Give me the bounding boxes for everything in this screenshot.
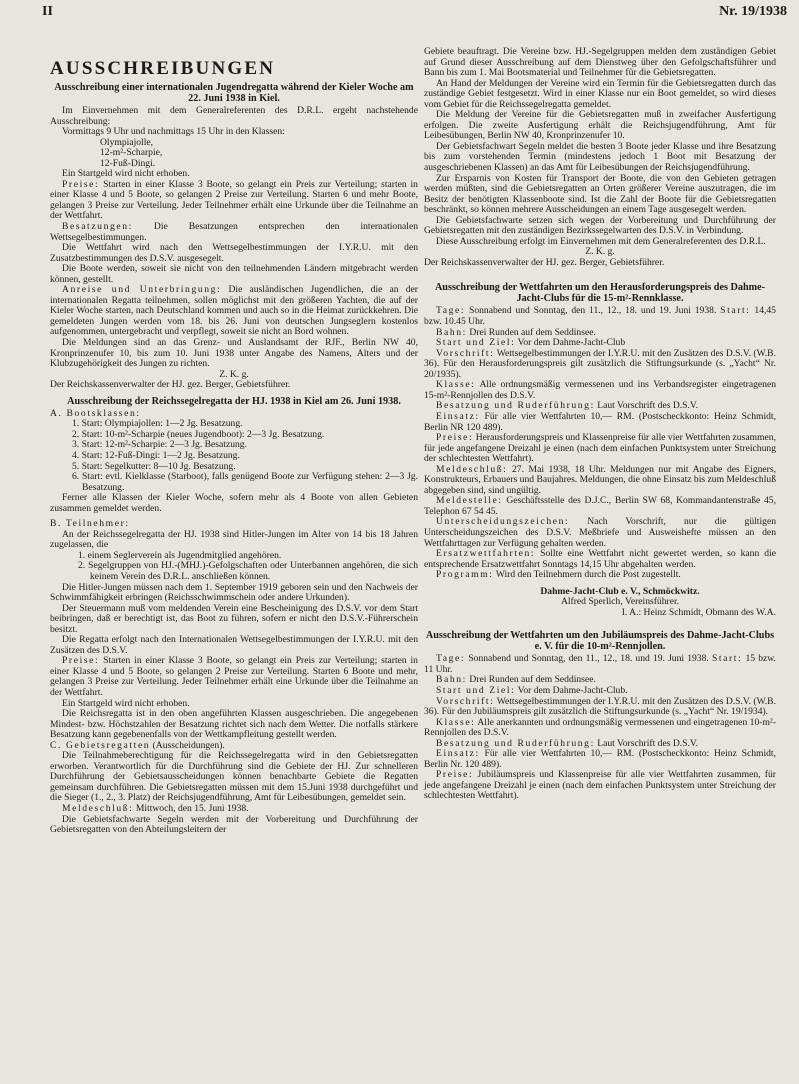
label: Bahn: [436,674,467,686]
paragraph: Vormittags 9 Uhr und nachmittags 15 Uhr in den Klassen: [62,126,285,138]
paragraph-preise [50,180,418,222]
entry-unterscheidungszeichen [424,517,776,549]
label: Tage: [436,305,466,317]
label: Programm: [436,569,494,581]
list-item: 5. Start: Segelkutter: 8—10 Jg. Besatzung. [72,460,236,472]
paragraph: Der Gebietsfachwart Segeln meldet die besten 3 Boote jeder Klasse und ihre Besatzung bis zum vorstehenden Termin (mindestens jedoch 1 Boot mit Besatzung der ausgeschriebenen Klassen) an das Amt für Leibesübungen der Reichsjugendführung. [424,140,776,174]
label: Klasse: [436,379,476,391]
list-item: 4. Start: 12-Fuß-Dingi: 1—2 Jg. Besatzung. [72,449,240,461]
zkg-line: Z. K. g. [219,368,249,380]
entry-vorschrift [424,349,776,381]
entry-meldeschluss [424,465,776,497]
left-column [50,58,418,836]
signature-line: Der Reichskassenverwalter der HJ. gez. Berger, Gebietsführer. [424,256,665,268]
label: Bahn: [436,326,467,338]
text: Die ausländischen Jugendlichen, die an der internationalen Regatta teilnehmen, sollen möglichst mit den größeren Yachten, die auf der Kieler Woche starten, nach Deutschland kommen und auch so in die Heimat zurückkehren. Die gemeldeten Jungen werden vom 18. bis 26. Juni von deutschen Jungseglern kostenlos aufgenommen, untergebracht und verpflegt, soweit sie nicht an Bord wohnen. [50,284,419,338]
entry-ersatzwettfahrten [424,549,776,570]
entry-tage [424,654,776,675]
label: C. Gebietsregatten [50,739,151,751]
paragraph: Die Meldung der Vereine für die Gebietsregatten muß in zweifacher Ausfertigung erfolgen. Die zweite Ausfertigung erhält die Reichsjugendführung, Amt für Leibesübungen, Berlin NW 40, Kronprinzenufer 10. [424,109,776,142]
entry-preise [424,770,776,802]
label: Vorschrift: [436,347,495,359]
entry-tage [424,306,776,327]
label: Einsatz: [436,410,480,422]
section-heading-herausforderungspreis: Ausschreibung der Wettfahrten um den Herausforderungspreis des Dahme-Jacht-Clubs für die 15-m²-Rennklasse. [434,282,766,305]
text: Vor dem Dahme-Jacht-Club [517,337,626,349]
text: Vor dem Dahme-Jacht-Club. [517,684,628,696]
paragraph: Im Einvernehmen mit dem Generalreferenten des D.R.L. ergeht nachstehende Ausschreibung: [50,105,418,127]
text: Sonnabend und Sonntag, den 11., 12., 18. und 19. Juni 1938. [469,305,717,317]
label: Unterscheidungszeichen: [436,516,570,528]
list-item: 2. Segelgruppen von HJ.-(MHJ.)-Gefolgschaften oder Unterbannen angehören, die sich keinem Verein des D.R.L. anschließen können. [78,560,418,582]
paragraph-preise [50,656,418,698]
text: 27. Mai 1938, 18 Uhr. Meldungen nur mit Angabe des Eigners, Konstrukteurs, Erbauers und Baujahres. Meldungen, die ohne Einsatz bis zum Meldeschluß abgegeben sind, sind ungültig. [424,463,776,496]
subsection-label-b: B. Teilnehmer: [50,518,130,530]
text: (Ausscheidungen). [152,739,225,751]
text: Wettsegelbestimmungen der I.Y.R.U. mit den Zusätzen des D.S.V. (W.B. 36). Für den Herausforderungspreis gilt zusätzlich die Stiftungsurkunde (s. „Yacht“ Nr. 20/1935). [424,347,776,380]
paragraph: Die Meldungen sind an das Grenz- und Auslandsamt der RJF., Berlin NW 40, Kronprinzenufer 10, bis zum 10. Juni 1938 unter Angabe des Namens, Alters und der Klubzugehörigkeit des Jungen zu richten. [50,337,418,370]
class-line: 12-m²-Scharpie, [100,147,163,159]
start-list [50,419,418,493]
text: Drei Runden auf dem Seddinsee. [469,674,596,686]
entry-preise [424,433,776,465]
paragraph: Gebiete beauftragt. Die Vereine bzw. HJ.-Segelgruppen melden dem zuständigen Gebiet auf Grund dieser Ausschreibung auf dem Dienstweg über den Gefolgschaftsführer und Bann bis zum 1. Mai Bootsmaterial und Teilnehmer für die Gebietsregatten. [424,46,776,79]
label: Besatzung und Ruderführung: [436,737,595,749]
list-item: 1. einem Seglerverein als Jugendmitglied angehören. [78,549,282,561]
paragraph: Die Gebietsfachwarte setzen sich wegen der Vorbereitung und Durchführung der Gebietsregatten mit den zuständigen Bezirkssegelwarten des D.S.V. in Verbindung. [424,214,776,237]
label: Besatzungen: [62,221,133,233]
label: Preise: [436,769,474,781]
list-item: 2. Start: 10-m²-Scharpie (neues Jugendboot): 2—3 Jg. Besatzung. [72,428,325,440]
label: Start und Ziel: [436,684,516,696]
text: Geschäftsstelle des D.J.C., Berlin SW 68, Kommandantenstraße 45, Telephon 67 54 45. [424,495,776,517]
club-signature: I. A.: Heinz Schmidt, Obmann des W.A. [621,606,776,618]
club-signature: Alfred Sperlich, Vereinsführer. [560,596,680,608]
text: Jubiläumspreis und Klassenpreise für alle vier Wettfahrten zusammen, für jede angefangene Dreizahl je einen (nach dem einfachen Punktsystem unter Streichung der schlechtesten Wettfahrt). [424,769,776,802]
text: Sonnabend und Sonntag, den 11., 12., 18. und 19. Juni 1938. [468,653,709,665]
label: Preise: [62,178,100,190]
paragraph: Die Hitler-Jungen müssen nach dem 1. September 1919 geboren sein und den Nachweis der Schwimmfähigkeit erbringen (Reichsschwimmschein oder andere Urkunden). [50,581,418,604]
label: Preise: [436,432,474,444]
label: Preise: [62,655,100,667]
text: Laut Vorschrift des D.S.V. [597,737,698,749]
label: Ersatzwettfahrten: [436,548,536,560]
issue-number: Nr. 19/1938 [719,4,787,19]
text: Laut Vorschrift des D.S.V. [597,400,698,412]
text: Wird den Teilnehmern durch die Post zugestellt. [495,569,681,581]
text: Für alle vier Wettfahrten 10,— RM. (Postscheckkonto: Heinz Schmidt, Berlin Nr. 120 489). [424,748,776,770]
text: 14,45 bzw. 10.45 Uhr. [424,305,776,328]
paragraph: Zur Ersparnis von Kosten für Transport der Boote, die von den Gebieten getragen werden müßten, sind die Gebietsregatten an Orten größerer Vereine auszutragen, die im Besitz der benötigten Klassenboote sind. Ist die Zahl der Boote für die Gebietsregatten beschränkt, so können mehrere Ausscheidungen an einem Tage ausgesegelt werden. [424,172,776,216]
text: 15 bzw. 11 Uhr. [424,653,776,675]
class-line: 12-Fuß-Dingi. [100,157,156,169]
label: Anreise und Unterbringung: [62,284,222,296]
paragraph-besatzungen [50,222,418,243]
text: Alle anerkannten und ordnungsmäßig vermessenen und eingetragenen 10-m²-Rennjollen des D.S.V. [424,716,777,739]
paragraph: Der Steuermann muß vom meldenden Verein eine Bescheinigung des D.S.V. vor dem Start beibringen, daß er berechtigt ist, das Boot zu führen, sofern er nicht den D.S.V.-Führerschein besitzt. [50,602,418,635]
entry-vorschrift [424,697,776,718]
main-title: AUSSCHREIBUNGEN [50,58,276,79]
text: Alle ordnungsmäßig vermessenen und ins Verbandsregister eingetragenen 15-m²-Rennjollen des D.S.V. [424,379,777,401]
text: Drei Runden auf dem Seddinsee. [469,326,596,338]
label: Vorschrift: [436,695,495,707]
right-column [424,47,776,802]
label: Meldestelle: [436,495,503,507]
subsection-label-a: A. Bootsklassen: [50,407,141,419]
paragraph: Diese Ausschreibung erfolgt im Einvernehmen mit dem Generalreferenten des D.R.L. [436,235,766,247]
paragraph: Die Gebietsfachwarte Segeln werden mit der Vorbereitung und Durchführung der Gebietsregatten von den Abteilungsleitern der [50,813,418,836]
label: Start: [711,653,743,665]
entry-programm [424,570,776,581]
text: Für alle vier Wettfahrten 10,— RM. (Postscheckkonto: Heinz Schmidt, Berlin NR 120 489). [424,410,776,433]
page-number: II [42,4,53,19]
paragraph: Die Teilnahmeberechtigung für die Reichssegelregatta wird in den Gebietsregatten erworben. Verantwortlich für die Durchführung sind die Gebiete der HJ. Zur schnelleren Durchführung der Gebietsausscheidungen können benachbarte Gebiete die Regatten gemeinsam durchführen. Die Gebietsregatten müssen mit dem 15.Juni 1938 durchgeführt und die Sieger (1., 2., 3. Platz) der Reichsjugendführung, Amt für Leibesübungen, gemeldet sein. [50,750,418,804]
entry-einsatz [424,749,776,770]
label: Meldeschluß: [436,463,508,475]
entry-klasse [424,718,776,739]
zkg-line: Z. K. g. [585,246,615,258]
list-item: 3. Start: 12-m²-Scharpie: 2—3 Jg. Besatzung. [72,439,248,451]
list-item: 1. Start: Olympiajollen: 1—2 Jg. Besatzung. [72,418,243,430]
paragraph-meldeschluss [50,804,418,815]
label: Meldeschluß: [62,803,134,814]
section-heading-jubilaeumspreis: Ausschreibung der Wettfahrten um den Jubiläumspreis des Dahme-Jacht-Clubs e. V. für die 10-m²-Rennjollen. [425,630,775,653]
text: Nach Vorschrift, nur die gültigen Unterscheidungszeichen des D.S.V. Meßbriefe und Ausweishefte müssen an den Wettfahrttagen zur Verfügung gehalten werden. [424,516,776,549]
entry-einsatz [424,412,776,433]
section-heading-jugendregatta: Ausschreibung einer internationalen Jugendregatta während der Kieler Woche am 22. Juni 1938 in Kiel. [54,82,414,104]
text: Starten in einer Klasse 3 Boote, so gelangt ein Preis zur Verteilung; starten in einer Klasse 4 und 5 Boote, so gelangen 2 Preise zur Verteilung. Starten 6 Boote und mehr, gelangen 3 Preise zur Verteilung. Jeder Teilnehmer erhält eine Urkunde über die Teilnahme an der Wettfahrt. [50,655,418,698]
text: Die Besatzungen entsprechen den internationalen Wettsegelbestimmungen. [50,221,418,243]
label: Klasse: [436,716,476,728]
paragraph: Die Wettfahrt wird nach den Wettsegelbestimmungen der I.Y.R.U. mit den Zusatzbestimmungen des D.S.V. ausgesegelt. [50,242,418,264]
label: Tage: [436,653,466,665]
paragraph: Ein Startgeld wird nicht erhoben. [62,697,190,709]
paragraph: An der Reichssegelregatta der HJ. 1938 sind Hitler-Jungen im Alter von 14 bis 18 Jahren zugelassen, die [50,528,418,551]
section-heading-reichssegelregatta: Ausschreibung der Reichssegelregatta der HJ. 1938 in Kiel am 26. Juni 1938. [67,395,401,407]
paragraph: Ferner alle Klassen der Kieler Woche, sofern mehr als 4 Boote von allen Gebieten zusammen gemeldet werden. [50,492,418,514]
label: Start: [720,305,751,317]
text: Wettsegelbestimmungen der I.Y.R.U. mit den Zusätzen des D.S.V. (W.B. 36). Für den Jubiläumspreis gilt zusätzlich die Stiftungsurkunde (s. „Yacht“ Nr. 19/1934). [424,695,776,718]
signature-line: Der Reichskassenverwalter der HJ. gez. Berger, Gebietsführer. [50,379,291,391]
text: Mittwoch, den 15. Juni 1938. [135,803,249,814]
entry-meldestelle [424,496,776,517]
text: Sollte eine Wettfahrt nicht gewertet werden, so kann die entsprechende Ersatzwettfahrt Sonntags 14,15 Uhr abgehalten werden. [424,548,776,570]
paragraph: Ein Startgeld wird nicht erhoben. [62,168,190,180]
text: Starten in einer Klasse 3 Boote, so gelangt ein Preis zur Verteilung; starten in einer Klasse 4 und 5 Boote, so gelangen 2 Preise zur Verteilung. Starten 6 und mehr Boote, gelangen 3 Preise zur Verteilung. Jeder Teilnehmer erhält eine Urkunde über die Teilnahme an der Wettfahrt. [50,178,418,222]
class-line: Olympiajolle, [100,136,154,148]
entry-klasse [424,380,776,401]
list-item: 6. Start: evtl. Kielklasse (Starboot), falls genügend Boote zur Verfügung stehen: 2—3 Jg. Besatzung. [72,471,418,493]
club-name: Dahme-Jacht-Club e. V., Schmöckwitz. [540,585,700,597]
label: Start und Ziel: [436,337,516,349]
label: Einsatz: [436,748,480,760]
label: Besatzung und Ruderführung: [436,400,595,412]
paragraph-anreise [50,285,418,338]
paragraph: Die Reichsregatta ist in den oben angeführten Klassen ausgeschrieben. Die angegebenen Mindest- bzw. Höchstzahlen der Besatzung richtet sich nach dem Wetter. Die notfalls stärkere Besatzung kann gegebenenfalls von der Wettkampfleitung gestellt werden. [50,708,418,741]
paragraph: An Hand der Meldungen der Vereine wird ein Termin für die Gebietsregatten durch das zuständige Gebiet festgesetzt. Wird in einer Klasse nur ein Boot gemeldet, so wird dieses vom Gebiet für die Reichssegelregatta gemeldet. [424,77,776,110]
text: Herausforderungspreis und Klassenpreise für alle vier Wettfahrten zusammen, für jede angefangene Dreizahl je einen (nach dem einfachen Punktsystem unter Streichung der schlechtesten Wettfahrt). [424,432,776,465]
participant-list [50,551,418,583]
paragraph: Die Boote werden, soweit sie nicht von den teilnehmenden Ländern mitgebracht werden können, gestellt. [50,263,418,285]
paragraph: Die Regatta erfolgt nach den Internationalen Wettsegelbestimmungen der I.Y.R.U. mit den Zusätzen des D.S.V. [50,634,418,656]
